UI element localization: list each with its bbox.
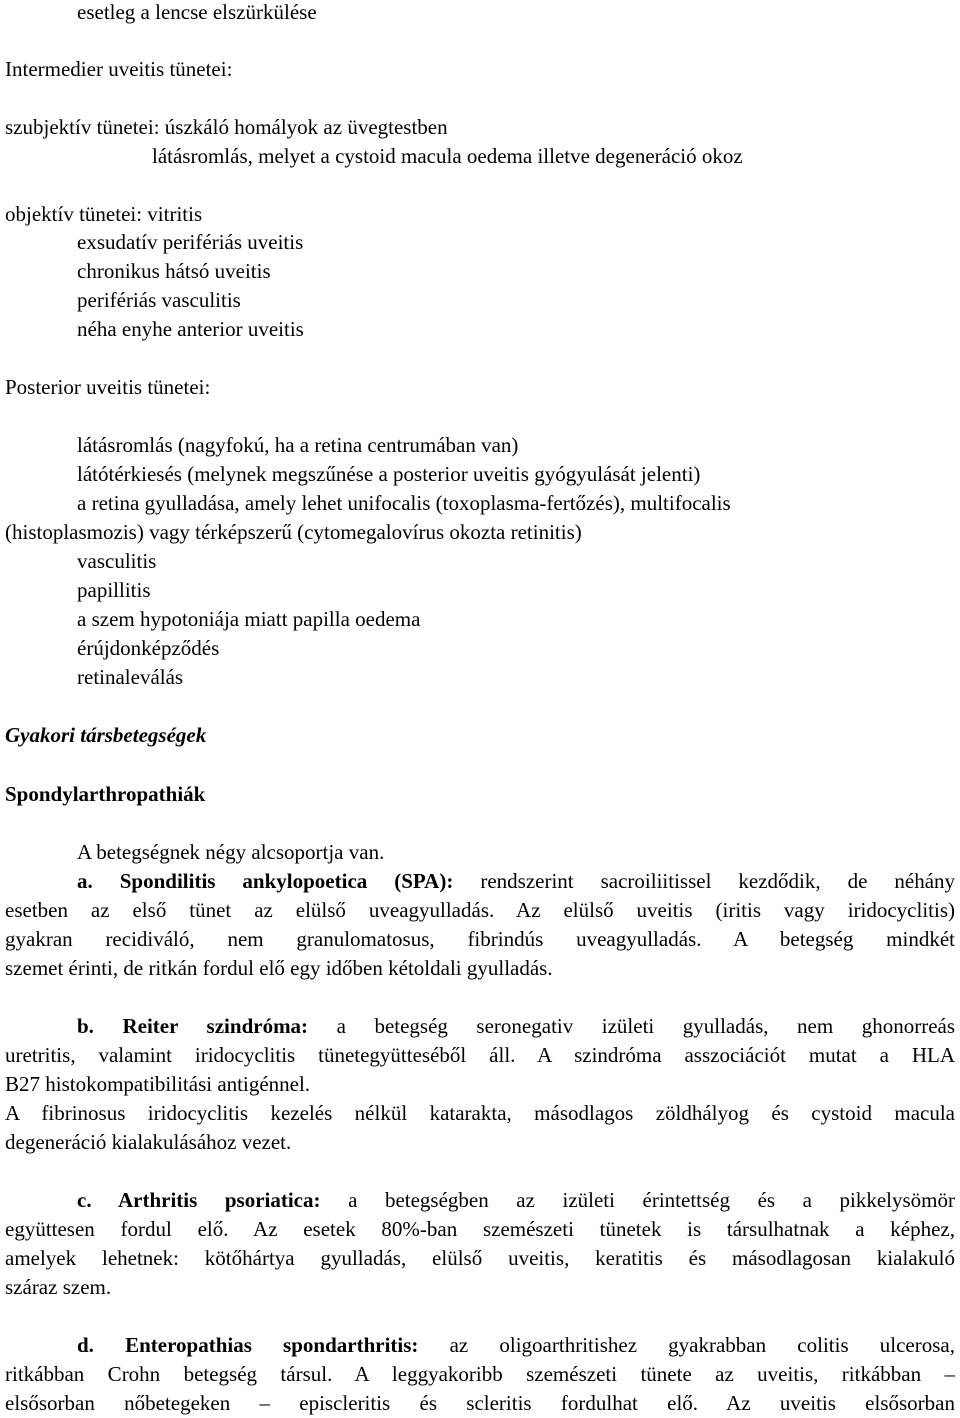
text-line: degeneráció kialakulásához vezet.: [5, 1130, 292, 1154]
section-heading: Posterior uveitis tünetei:: [5, 375, 211, 399]
list-item: néha enyhe anterior uveitis: [77, 317, 304, 341]
text-span: rendszerint sacroiliitissel kezdődik, de néhány: [480, 869, 956, 893]
text-span: a betegségben az izületi érintettség és a pikkelysömör: [348, 1188, 955, 1212]
text-span: a betegség seronegativ izületi gyulladás, nem ghonorreás: [336, 1014, 956, 1038]
text-span: az oligoarthritishez gyakrabban colitis ulcerosa,: [449, 1333, 955, 1357]
text-line: ritkábban Crohn betegség társul. A leggyakoribb szemészeti tünete az uveitis, ritkábban –: [5, 1362, 955, 1386]
text-line: B27 histokompatibilitási antigénnel.: [5, 1072, 311, 1096]
text-line: együttesen fordul elő. Az esetek 80%-ban szemészeti tünetek is társulhatnak a képhez,: [5, 1217, 955, 1241]
list-item: retinaleválás: [77, 665, 184, 689]
text-line: látásromlás, melyet a cystoid macula oedema illetve degeneráció okoz: [152, 144, 743, 168]
text-line: esetleg a lencse elszürkülése: [77, 0, 317, 24]
paragraph-a-label: a. Spondilitis ankylopoetica (SPA):: [77, 869, 454, 893]
paragraph-b-label: b. Reiter szindróma:: [77, 1014, 309, 1038]
paragraph-a-first-line: [77, 867, 955, 896]
list-item: a retina gyulladása, amely lehet unifocalis (toxoplasma-fertőzés), multifocalis: [77, 491, 731, 515]
paragraph-d-first-line: [77, 1331, 955, 1360]
text-line: uretritis, valamint iridocyclitis tünetegyütteséből áll. A szindróma asszociációt mutat a HLA: [5, 1043, 955, 1067]
paragraph-b-first-line: [77, 1012, 955, 1041]
paragraph-c-label: c. Arthritis psoriatica:: [77, 1188, 321, 1212]
paragraph-c-first-line: [77, 1186, 955, 1215]
section-heading: Intermedier uveitis tünetei:: [5, 57, 233, 81]
heading-spondylarthropathies: Spondylarthropathiák: [5, 782, 206, 806]
text-line: szemet érinti, de ritkán fordul elő egy időben kétoldali gyulladás.: [5, 956, 553, 980]
list-item: vasculitis: [77, 549, 157, 573]
list-item: érújdonképződés: [77, 636, 220, 660]
list-item: exsudatív perifériás uveitis: [77, 230, 304, 254]
heading-comorbidities: Gyakori társbetegségek: [5, 723, 207, 747]
text-line: száraz szem.: [5, 1275, 112, 1299]
list-item-continuation: (histoplasmozis) vagy térképszerű (cytomegalovírus okozta retinitis): [5, 520, 582, 544]
list-item: látótérkiesés (melynek megszűnése a posterior uveitis gyógyulását jelenti): [77, 462, 701, 486]
list-item: látásromlás (nagyfokú, ha a retina centrumában van): [77, 433, 519, 457]
text-line: amelyek lehetnek: kötőhártya gyulladás, elülső uveitis, keratitis és másodlagosan kialakuló: [5, 1246, 955, 1270]
list-item: chronikus hátsó uveitis: [77, 259, 271, 283]
text-line: elsősorban nőbetegeken – episcleritis és scleritis fordulhat elő. Az uveitis elsősorban: [5, 1391, 955, 1415]
list-item: a szem hypotoniája miatt papilla oedema: [77, 607, 421, 631]
text-line: objektív tünetei: vitritis: [5, 202, 203, 226]
list-item: perifériás vasculitis: [77, 288, 241, 312]
text-line: gyakran recidiváló, nem granulomatosus, fibrindús uveagyulladás. A betegség mindkét: [5, 927, 955, 951]
text-line: A betegségnek négy alcsoportja van.: [77, 840, 385, 864]
text-line: esetben az első tünet az elülső uveagyulladás. Az elülső uveitis (iritis vagy iridocyclitis): [5, 898, 955, 922]
text-line: A fibrinosus iridocyclitis kezelés nélkül katarakta, másodlagos zöldhályog és cystoid macula: [5, 1101, 955, 1125]
list-item: papillitis: [77, 578, 151, 602]
paragraph-d-label: d. Enteropathias spondarthritis:: [77, 1333, 419, 1357]
text-line: szubjektív tünetei: úszkáló homályok az üvegtestben: [5, 115, 448, 139]
